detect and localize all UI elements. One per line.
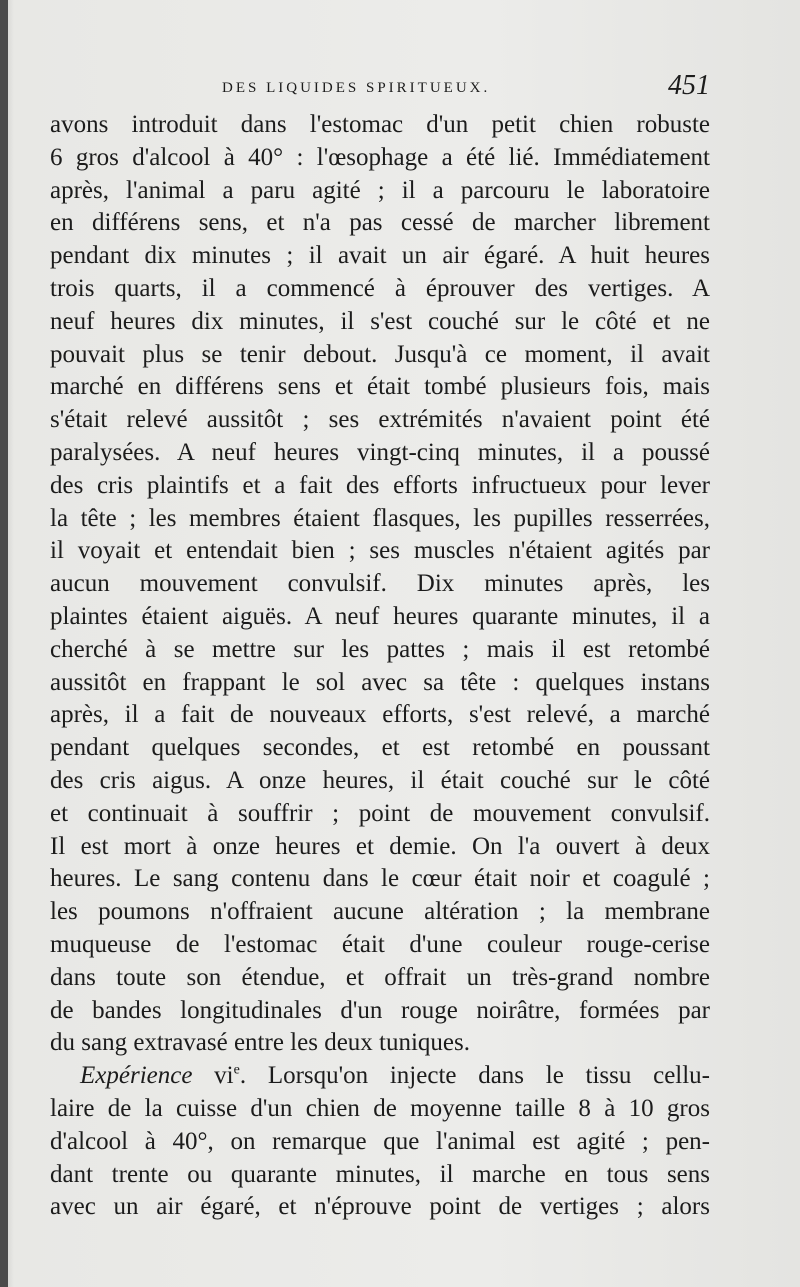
- page-number: 451: [668, 70, 710, 101]
- text-line: il voyait et entendait bien ; ses muscles n'étaient agités par: [50, 537, 710, 565]
- text-line: heures. Le sang contenu dans le cœur était noir et coagulé ;: [50, 865, 710, 893]
- page-spine-shadow: [0, 0, 8, 1287]
- text-line: avec un air égaré, et n'éprouve point de vertiges ; alors: [50, 1193, 710, 1221]
- text-line: d'alcool à 40°, on remarque que l'animal est agité ; pen-: [50, 1127, 710, 1155]
- experience-numeral-sup: e: [233, 1062, 240, 1078]
- page-header: [50, 70, 710, 106]
- text-line: neuf heures dix minutes, il s'est couché sur le côté et ne: [50, 307, 710, 335]
- text-line: aucun mouvement convulsif. Dix minutes après, les: [50, 570, 710, 598]
- text-line: marché en différens sens et était tombé plusieurs fois, mais: [50, 373, 710, 401]
- text-line: après, il a fait de nouveaux efforts, s'est relevé, a marché: [50, 701, 710, 729]
- text-line: pendant dix minutes ; il avait un air égaré. A huit heures: [50, 242, 710, 270]
- text-line: muqueuse de l'estomac était d'une couleur rouge-cerise: [50, 930, 710, 958]
- text-line: avons introduit dans l'estomac d'un petit chien robuste: [50, 111, 710, 138]
- text-line: des cris aigus. A onze heures, il était couché sur le côté: [50, 766, 710, 794]
- text-line: du sang extravasé entre les deux tuniques.: [50, 1029, 471, 1057]
- running-title: DES LIQUIDES SPIRITUEUX.: [222, 80, 491, 96]
- body-text: [50, 109, 710, 1224]
- text-line: et continuait à souffrir ; point de mouvement convulsif.: [50, 799, 710, 827]
- text-line: 6 gros d'alcool à 40° : l'œsophage a été lié. Immédiatement: [50, 143, 710, 171]
- text-line: [50, 1060, 710, 1093]
- text-line: laire de la cuisse d'un chien de moyenne taille 8 à 10 gros: [50, 1094, 710, 1122]
- text-line: pouvait plus se tenir debout. Jusqu'à ce moment, il avait: [50, 340, 710, 368]
- text-line: Il est mort à onze heures et demie. On l'a ouvert à deux: [50, 832, 710, 860]
- text-line: dans toute son étendue, et offrait un très-grand nombre: [50, 963, 710, 991]
- text-line: des cris plaintifs et a fait des efforts infructueux pour lever: [50, 471, 710, 499]
- paragraph-2: [50, 1060, 710, 1224]
- paragraph-1: [50, 109, 710, 1060]
- text-line: dant trente ou quarante minutes, il marche en tous sens: [50, 1160, 710, 1188]
- experience-numeral: vi: [214, 1062, 234, 1090]
- text-line: paralysées. A neuf heures vingt-cinq minutes, il a poussé: [50, 438, 710, 466]
- text-line: en différens sens, et n'a pas cessé de marcher librement: [50, 209, 710, 237]
- text-line: pendant quelques secondes, et est retombé en poussant: [50, 734, 710, 762]
- paragraph-2-lines: [50, 1093, 710, 1224]
- text-line: s'était relevé aussitôt ; ses extrémités n'avaient point été: [50, 406, 710, 434]
- text-line: les poumons n'offraient aucune altération ; la membrane: [50, 898, 710, 926]
- text-line: aussitôt en frappant le sol avec sa tête : quelques instans: [50, 668, 710, 696]
- experience-first-line: . Lorsqu'on injecte dans le tissu cellu-: [239, 1062, 711, 1090]
- text-line: trois quarts, il a commencé à éprouver des vertiges. A: [50, 274, 710, 302]
- experience-label: Expérience: [80, 1062, 193, 1090]
- text-line: plaintes étaient aiguës. A neuf heures quarante minutes, il a: [50, 602, 710, 630]
- text-line: la tête ; les membres étaient flasques, les pupilles resserrées,: [50, 504, 710, 532]
- text-line: cherché à se mettre sur les pattes ; mais il est retombé: [50, 635, 710, 663]
- text-line: de bandes longitudinales d'un rouge noirâtre, formées par: [50, 996, 710, 1024]
- text-line: après, l'animal a paru agité ; il a parcouru le laboratoire: [50, 176, 710, 204]
